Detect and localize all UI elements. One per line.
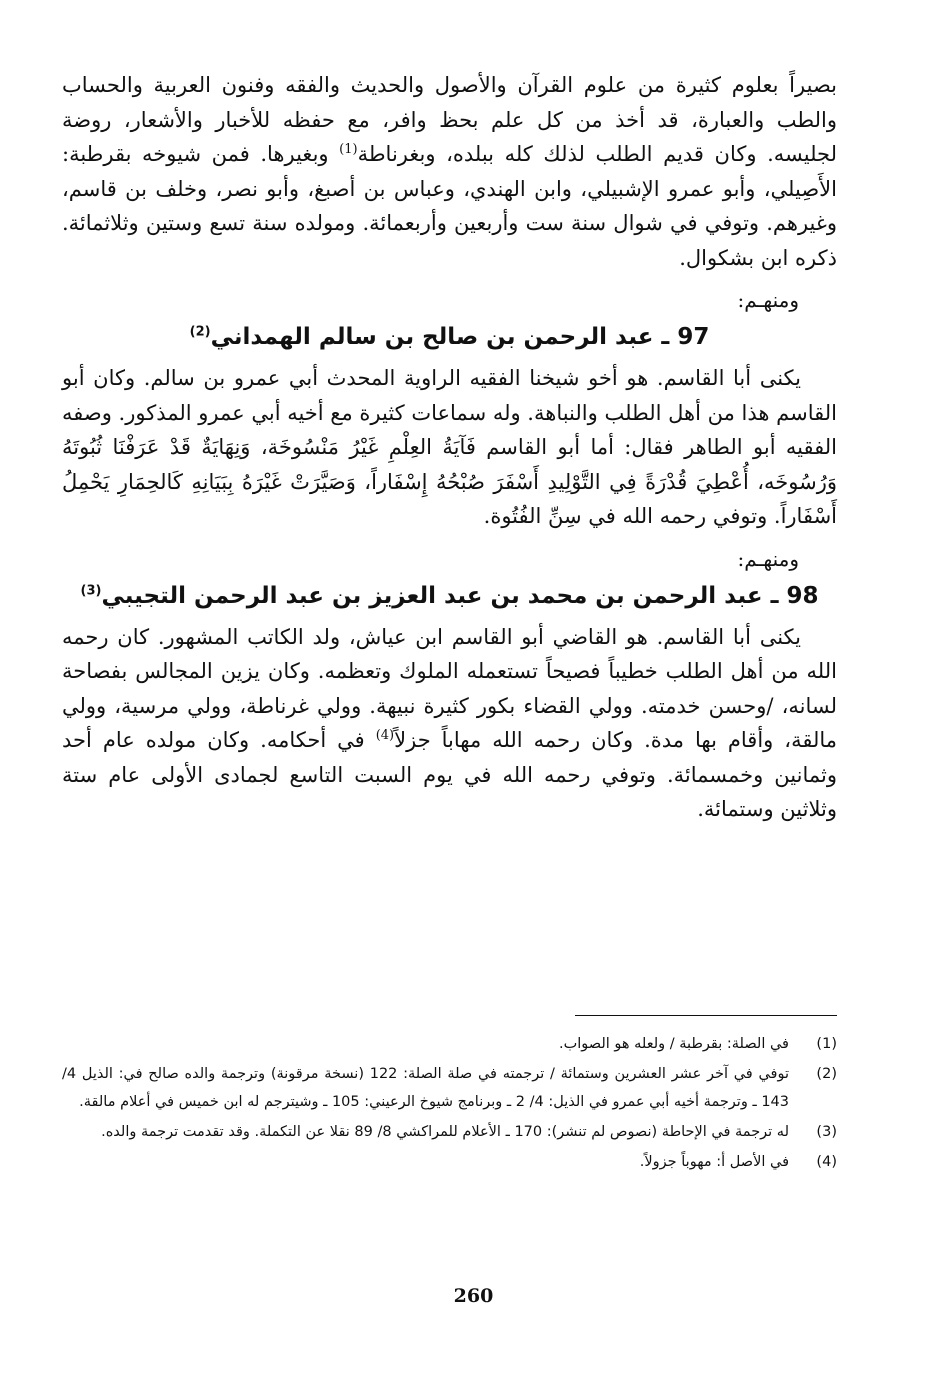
- continuation-text-after: وبغيرها. فمن شيوخه بقرطبة: الأَصِيلي، وأبو عمرو الإشبيلي، وابن الهندي، وعباس بن أصبغ، وأبو نصر، وخلف بن قاسم، وغيرهم. وتوفي في شوال سنة ست وأربعين وأربعمائة. ومولده سنة تسع وستين وثلاثمائة. ذكره ابن بشكوال.: [62, 142, 837, 270]
- footnote-4: [62, 1148, 837, 1176]
- entry-98-lead-in: ومنهـم:: [737, 546, 799, 571]
- entry-97-paragraph: يكنى أبا القاسم. هو أخو شيخنا الفقيه الراوية المحدث أبي عمرو بن سالم. وكان أبو القاسم هذا من أهل الطلب والنباهة. وله سماعات كثيرة مع أخيه أبي عمرو المذكور. وصفه الفقيه أبو الطاهر فقال: أما أبو القاسم فَآيَةُ العِلْمِ غَيْرُ مَنْسُوخَة، وَنِهَايَةٌ قَدْ عَرَفْنَا ثُبُوتَهُ وَرُسُوخَه، أُعْطِيَ قُدْرَةً فِي التَّوْلِيدِ أَسْفَرَ صُبْحُهُ إِسْفَاراً، وَصَيَّرَتْ غَيْرَهُ بِبَيَانِهِ كَالحِمَارِ يَحْمِلُ أَسْفَاراً. وتوفي رحمه الله في سِنِّ الفُتُوة.: [62, 366, 837, 528]
- footnote-1: [62, 1030, 837, 1058]
- page-body: [62, 68, 837, 827]
- footnote-text: في الأصل أ: مهوباً جزولاً.: [639, 1154, 789, 1170]
- footnote-ref-4[interactable]: (4): [375, 728, 395, 743]
- continuation-paragraph: [62, 68, 837, 275]
- entry-98-text-1: يكنى أبا القاسم. هو القاضي أبو القاسم ابن عياش، ولد الكاتب المشهور. كان رحمه الله من أهل الطلب خطيباً فصيحاً تستعمله الملوك وتعظمه. وكان يزين المجالس بفصاحة لسانه، /وحسن خدمته. وولي القضاء بكور كثيرة نبيهة. وولي غرناطة، وولي مرسية، وولي مالقة، وأقام بها مدة. وكان رحمه الله مهاباً جزلاً: [62, 624, 838, 752]
- footnote-3: [62, 1118, 837, 1146]
- entry-98-paragraph: [62, 620, 837, 827]
- footnote-number: (4): [816, 1154, 837, 1170]
- footnote-number: (2): [816, 1066, 837, 1082]
- page-number: 260: [453, 1285, 494, 1307]
- continuation-text: بصيراً بعلوم كثيرة من علوم القرآن والأصول والحديث والفقه وفنون العربية والحساب والطب والعبارة، قد أخذ من كل علم بحظ وافر، مع حفظه للأخبار والأشعار، روضة لجليسه. وكان قديم الطلب لذلك كله ببلده، وبغرناطة: [62, 73, 837, 166]
- footnote-ref-3[interactable]: (3): [80, 582, 102, 598]
- footnote-text: في الصلة: بقرطبة / ولعله هو الصواب.: [558, 1036, 789, 1052]
- footnotes: [62, 1030, 837, 1178]
- footnote-ref-2[interactable]: (2): [189, 324, 211, 340]
- footnote-text: توفي في آخر عشر العشرين وستمائة / ترجمته في صلة الصلة: 122 (نسخة مرقونة) وترجمة والده صالح في: الذيل 4/ 143 ـ وترجمة أخيه أبي عمرو في الذيل: 4/ 2 ـ وبرنامج شيوخ الرعيني: 105 ـ وشيترجم له ابن خميس في أعلام مالقة.: [62, 1066, 790, 1110]
- footnote-text: له ترجمة في الإحاطة (نصوص لم تنشر): 170 ـ الأعلام للمراكشي 8/ 89 نقلا عن التكملة. وقد تقدمت ترجمة والده.: [101, 1124, 789, 1140]
- footnote-number: (3): [816, 1124, 837, 1140]
- entry-97-lead-in: ومنهـم:: [737, 288, 799, 312]
- entry-98-title: 98 ـ عبد الرحمن بن محمد بن عبد العزيز بن عبد الرحمن التجيبي: [101, 582, 819, 609]
- entry-97-title: 97 ـ عبد الرحمن بن صالح بن سالم الهمداني: [210, 324, 710, 350]
- footnote-number: (1): [816, 1036, 837, 1052]
- entry-97-heading: [62, 319, 837, 355]
- footnote-ref-1[interactable]: (1): [339, 142, 358, 157]
- footnote-divider: [575, 1015, 837, 1016]
- entry-98-text-2: في أحكامه. وكان مولده عام أحد وثمانين وخمسمائة. وتوفي رحمه الله في يوم السبت التاسع لجمادى الأولى عام ستة وثلاثين وستمائة.: [62, 728, 837, 821]
- entry-98-heading: [62, 578, 837, 614]
- footnote-2: [62, 1060, 837, 1116]
